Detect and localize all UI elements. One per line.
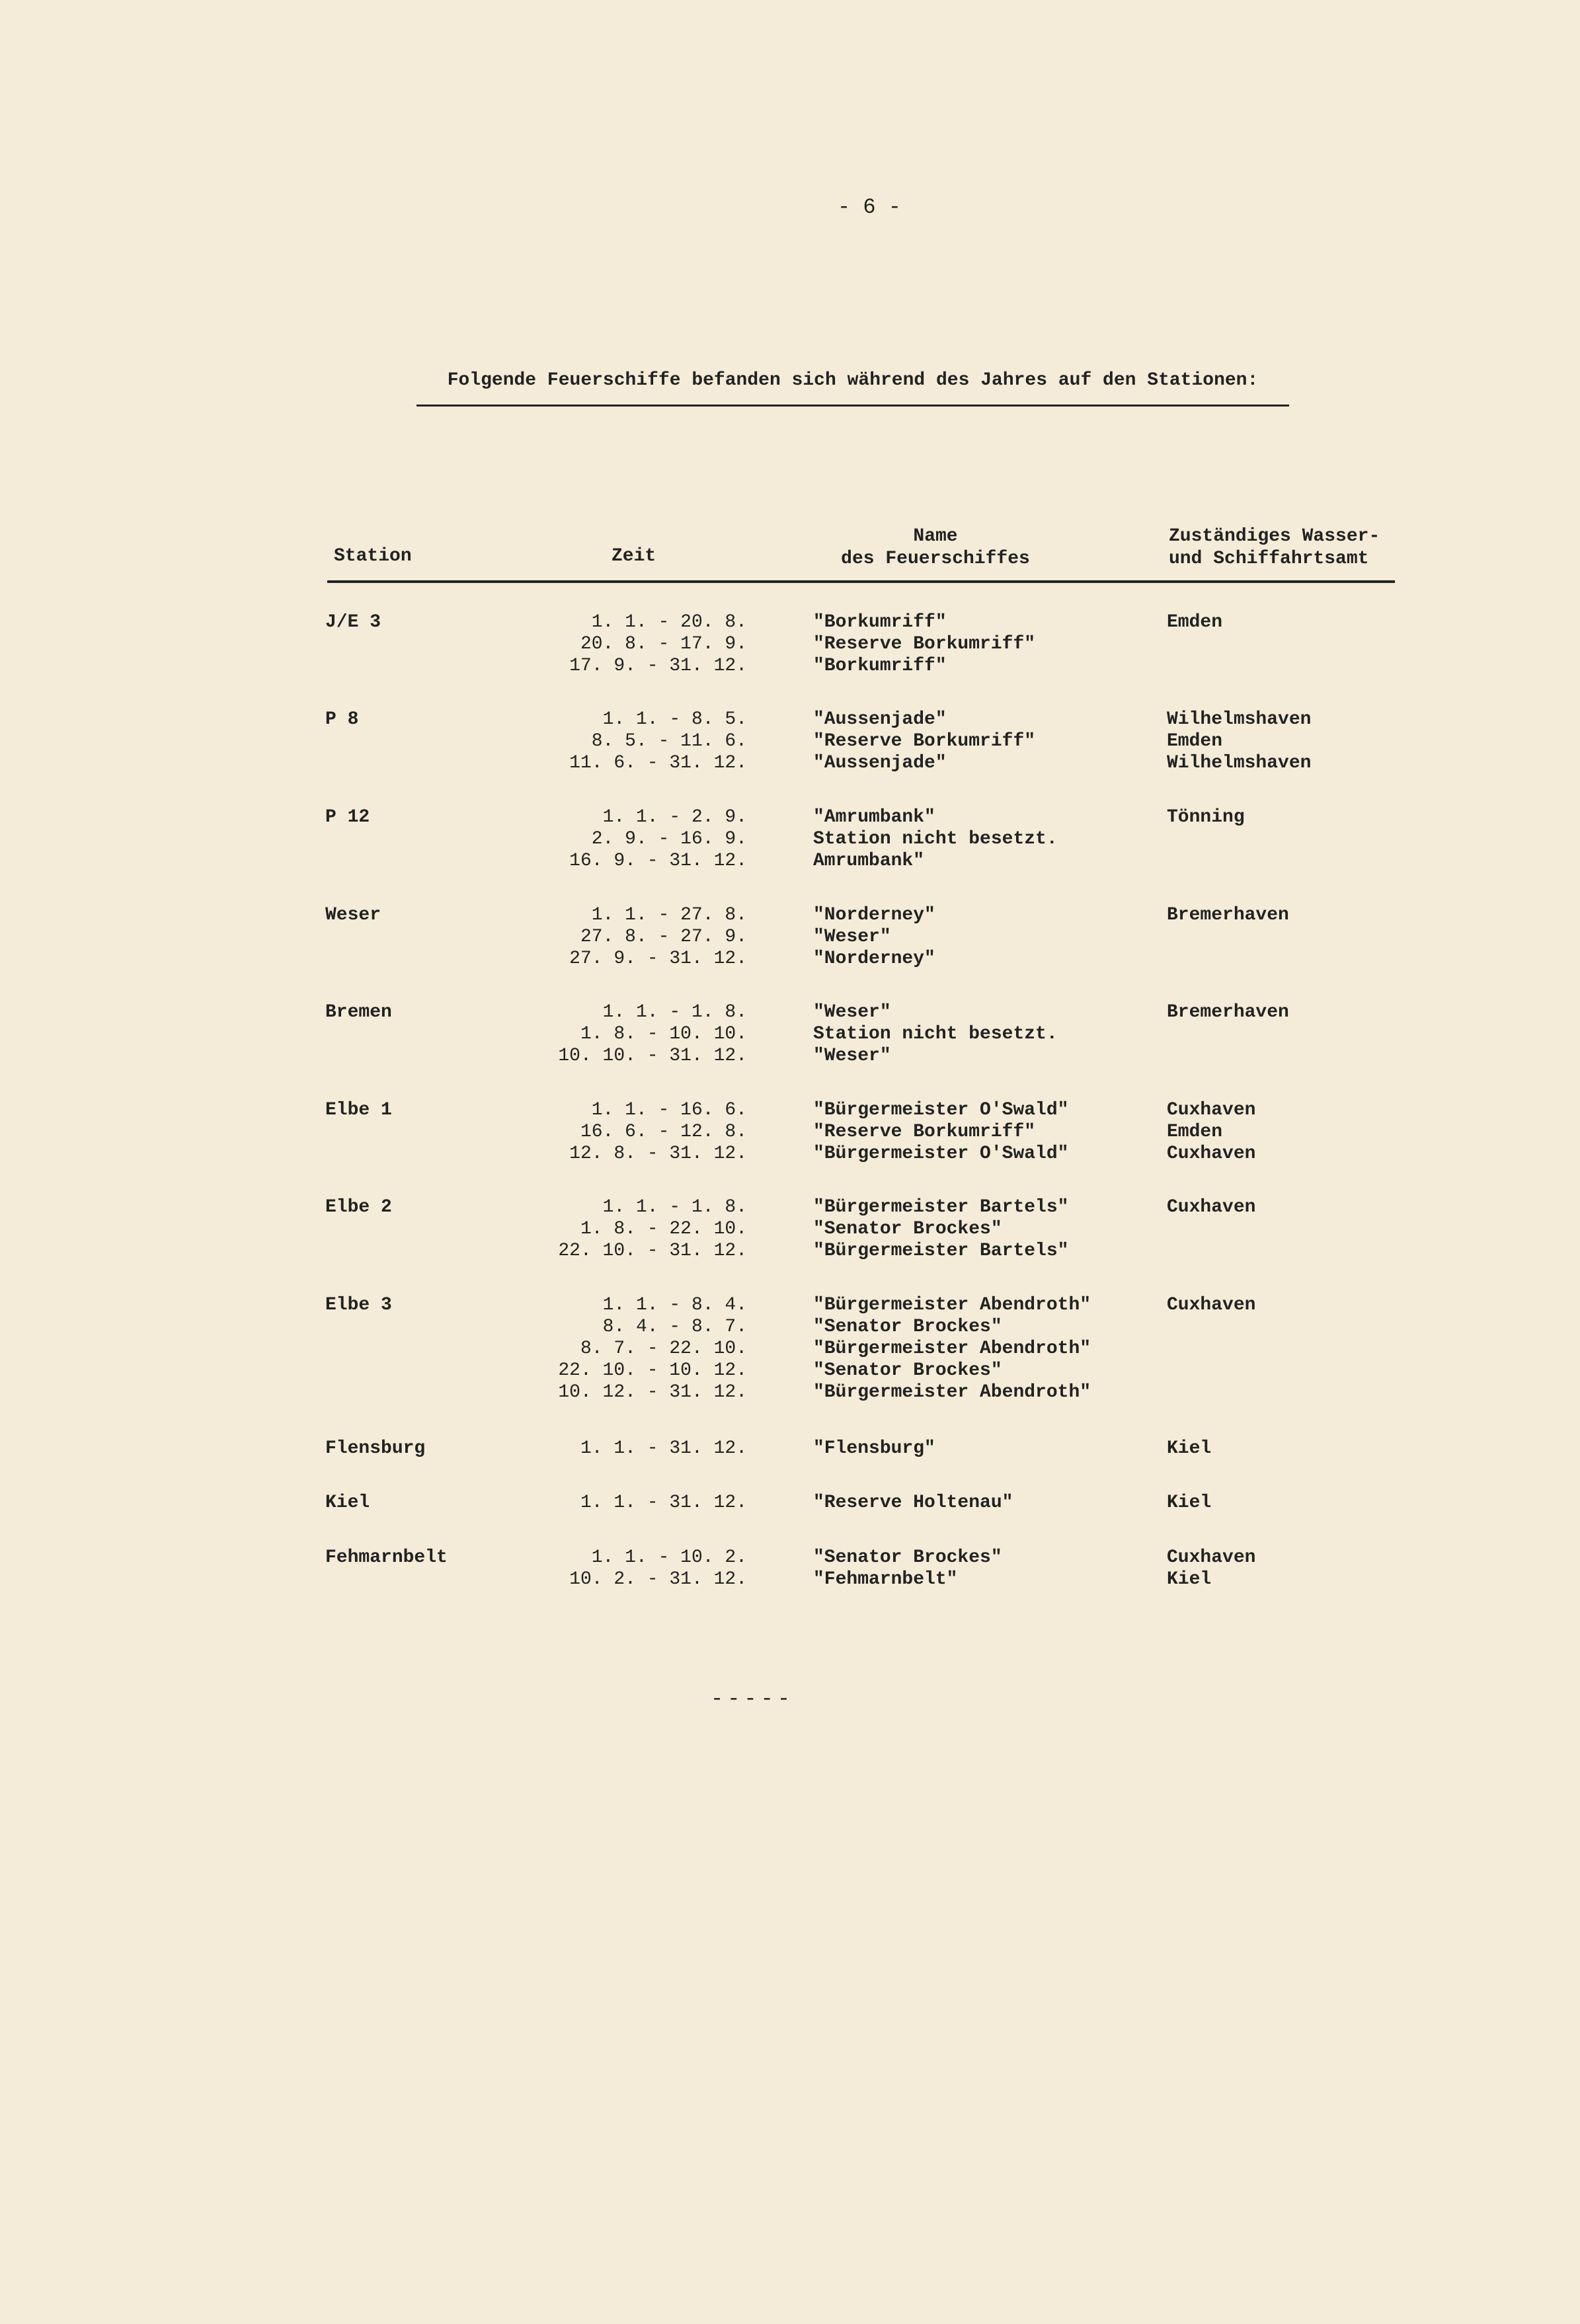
ship-name: "Reserve Borkumriff" [813, 731, 1036, 752]
station-name: P 8 [325, 709, 359, 730]
heading-underline [416, 405, 1289, 407]
authority-name: Tönning [1167, 807, 1245, 828]
station-name: Kiel [325, 1492, 370, 1513]
authority-name-column [1167, 1438, 1392, 1459]
station-name: Elbe 2 [325, 1197, 392, 1218]
ship-name: Station nicht besetzt. [813, 829, 1058, 849]
authority-name: Emden [1167, 612, 1223, 633]
column-header-name [826, 525, 1045, 570]
ship-name: "Weser" [813, 1002, 891, 1023]
zeit-period: 1. 1. - 8. 5. [602, 709, 747, 730]
station-name: Bremen [325, 1002, 392, 1023]
zeit-period-column [529, 1438, 747, 1459]
authority-name-column [1167, 1492, 1392, 1514]
zeit-period-column [529, 1196, 747, 1262]
ship-name-column [813, 1099, 1183, 1165]
station-name: Weser [325, 905, 381, 925]
station-name: Elbe 3 [325, 1295, 392, 1315]
zeit-period: 10. 2. - 31. 12. [569, 1569, 747, 1590]
zeit-period: 1. 1. - 2. 9. [602, 807, 747, 828]
zeit-period: 11. 6. - 31. 12. [569, 753, 747, 773]
column-header-name-line1: Name [913, 526, 958, 547]
column-header-amt-line2: und Schiffahrtsamt [1169, 549, 1369, 569]
station-name: Elbe 1 [325, 1100, 392, 1120]
authority-name: Kiel [1167, 1492, 1212, 1513]
end-mark: ----- [711, 1687, 795, 1711]
page-heading: Folgende Feuerschiffe befanden sich während des Jahres auf den Stationen: [447, 370, 1259, 391]
zeit-period-column [529, 1001, 747, 1067]
authority-name-column [1167, 1547, 1392, 1590]
ship-name: "Senator Brockes" [813, 1219, 1002, 1239]
ship-name: "Borkumriff" [813, 612, 947, 633]
ship-name: "Bürgermeister Abendroth" [813, 1382, 1091, 1403]
zeit-period-column [529, 1099, 747, 1165]
zeit-period: 1. 1. - 8. 4. [602, 1295, 747, 1315]
column-header-amt-line1: Zuständiges Wasser- [1169, 526, 1380, 547]
zeit-period-column [529, 1492, 747, 1514]
ship-name-column [813, 1001, 1183, 1067]
ship-name: "Bürgermeister Abendroth" [813, 1338, 1091, 1359]
column-header-name-line2: des Feuerschiffes [841, 549, 1030, 569]
ship-name: "Senator Brockes" [813, 1317, 1002, 1337]
ship-name: "Aussenjade" [813, 753, 947, 773]
ship-name: Station nicht besetzt. [813, 1024, 1058, 1044]
zeit-period: 8. 4. - 8. 7. [602, 1317, 747, 1337]
ship-name: "Norderney" [813, 949, 935, 969]
zeit-period: 1. 1. - 31. 12. [580, 1492, 747, 1513]
zeit-period: 27. 8. - 27. 9. [580, 927, 747, 947]
zeit-period: 8. 7. - 22. 10. [580, 1338, 747, 1359]
authority-name-column [1167, 1099, 1392, 1165]
ship-name: "Weser" [813, 927, 891, 947]
ship-name: "Bürgermeister O'Swald" [813, 1143, 1069, 1164]
ship-name: "Bürgermeister O'Swald" [813, 1100, 1069, 1120]
column-header-amt [1169, 525, 1380, 570]
ship-name: "Reserve Borkumriff" [813, 1122, 1036, 1142]
ship-name: "Fehmarnbelt" [813, 1569, 958, 1590]
authority-name: Cuxhaven [1167, 1143, 1256, 1164]
zeit-period: 1. 1. - 27. 8. [591, 905, 747, 925]
authority-name-column [1167, 611, 1392, 633]
ship-name-column [813, 1492, 1183, 1514]
ship-name: "Weser" [813, 1046, 891, 1066]
authority-name-column [1167, 1196, 1392, 1218]
zeit-period: 16. 9. - 31. 12. [569, 851, 747, 871]
ship-name-column [813, 1196, 1183, 1262]
station-name: P 12 [325, 807, 370, 828]
page-number: - 6 - [837, 195, 901, 219]
authority-name: Cuxhaven [1167, 1197, 1256, 1218]
authority-name: Bremerhaven [1167, 905, 1289, 925]
station-name: Flensburg [325, 1438, 426, 1459]
ship-name: "Reserve Holtenau" [813, 1492, 1013, 1513]
authority-name: Bremerhaven [1167, 1002, 1289, 1023]
authority-name: Cuxhaven [1167, 1295, 1256, 1315]
ship-name: "Bürgermeister Abendroth" [813, 1295, 1091, 1315]
ship-name-column [813, 1438, 1183, 1459]
header-rule [327, 580, 1395, 583]
authority-name: Kiel [1167, 1569, 1212, 1590]
authority-name: Kiel [1167, 1438, 1212, 1459]
authority-name: Wilhelmshaven [1167, 753, 1312, 773]
authority-name-column [1167, 806, 1392, 828]
zeit-period: 1. 1. - 1. 8. [602, 1002, 747, 1023]
ship-name: "Bürgermeister Bartels" [813, 1241, 1069, 1261]
authority-name-column [1167, 904, 1392, 926]
zeit-period: 1. 1. - 16. 6. [591, 1100, 747, 1120]
authority-name: Cuxhaven [1167, 1547, 1256, 1568]
zeit-period: 22. 10. - 31. 12. [558, 1241, 747, 1261]
zeit-period: 16. 6. - 12. 8. [580, 1122, 747, 1142]
authority-name: Wilhelmshaven [1167, 709, 1312, 730]
zeit-period: 27. 9. - 31. 12. [569, 949, 747, 969]
zeit-period: 1. 1. - 31. 12. [580, 1438, 747, 1459]
zeit-period-column [529, 806, 747, 872]
ship-name: "Flensburg" [813, 1438, 935, 1459]
zeit-period: 2. 9. - 16. 9. [591, 829, 747, 849]
column-header-zeit: Zeit [612, 546, 656, 566]
authority-name-column [1167, 1001, 1392, 1023]
zeit-period-column [529, 1547, 747, 1590]
column-header-station: Station [334, 546, 412, 566]
zeit-period: 1. 8. - 10. 10. [580, 1024, 747, 1044]
ship-name: "Reserve Borkumriff" [813, 634, 1036, 654]
zeit-period-column [529, 709, 747, 774]
zeit-period: 20. 8. - 17. 9. [580, 634, 747, 654]
ship-name-column [813, 1294, 1183, 1403]
ship-name: "Aussenjade" [813, 709, 947, 730]
station-name: J/E 3 [325, 612, 381, 633]
station-name: Fehmarnbelt [325, 1547, 448, 1568]
ship-name: "Senator Brockes" [813, 1547, 1002, 1568]
authority-name: Cuxhaven [1167, 1100, 1256, 1120]
zeit-period: 12. 8. - 31. 12. [569, 1143, 747, 1164]
ship-name: "Norderney" [813, 905, 935, 925]
zeit-period: 8. 5. - 11. 6. [591, 731, 747, 752]
ship-name-column [813, 1547, 1183, 1590]
zeit-period: 17. 9. - 31. 12. [569, 656, 747, 676]
zeit-period: 1. 1. - 10. 2. [591, 1547, 747, 1568]
zeit-period: 22. 10. - 10. 12. [558, 1360, 747, 1381]
ship-name: "Bürgermeister Bartels" [813, 1197, 1069, 1218]
zeit-period: 1. 1. - 1. 8. [602, 1197, 747, 1218]
ship-name-column [813, 709, 1183, 774]
authority-name: Emden [1167, 1122, 1223, 1142]
authority-name-column [1167, 1294, 1392, 1316]
authority-name: Emden [1167, 731, 1223, 752]
zeit-period: 1. 1. - 20. 8. [591, 612, 747, 633]
ship-name: "Amrumbank" [813, 807, 935, 828]
ship-name: "Borkumriff" [813, 656, 947, 676]
ship-name-column [813, 611, 1183, 677]
ship-name: "Senator Brockes" [813, 1360, 1002, 1381]
ship-name-column [813, 904, 1183, 970]
zeit-period-column [529, 904, 747, 970]
zeit-period-column [529, 611, 747, 677]
authority-name-column [1167, 709, 1392, 774]
zeit-period: 10. 12. - 31. 12. [558, 1382, 747, 1403]
ship-name-column [813, 806, 1183, 872]
zeit-period: 1. 8. - 22. 10. [580, 1219, 747, 1239]
zeit-period: 10. 10. - 31. 12. [558, 1046, 747, 1066]
zeit-period-column [529, 1294, 747, 1403]
ship-name: Amrumbank" [813, 851, 925, 871]
